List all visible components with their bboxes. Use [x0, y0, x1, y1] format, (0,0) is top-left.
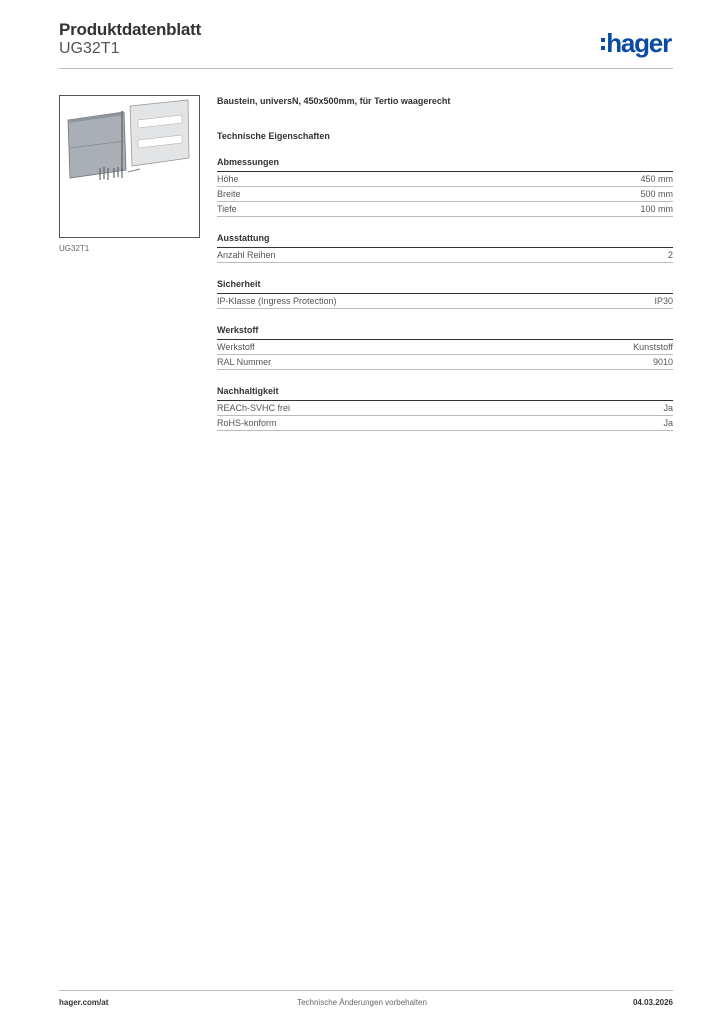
- spec-label: RoHS-konform: [217, 418, 277, 428]
- spec-label: Anzahl Reihen: [217, 250, 276, 260]
- logo-text: hager: [606, 28, 671, 58]
- spec-label: Tiefe: [217, 204, 237, 214]
- spec-label: Höhe: [217, 174, 239, 184]
- section-sicherheit: [217, 279, 673, 309]
- spec-value: Ja: [663, 418, 673, 428]
- page-header: [59, 20, 673, 58]
- spec-label: IP-Klasse (Ingress Protection): [217, 296, 337, 306]
- spec-value: 2: [667, 250, 673, 260]
- header-divider: [59, 68, 673, 69]
- spec-row: [217, 172, 673, 187]
- spec-row: [217, 416, 673, 431]
- section-ausstattung: [217, 233, 673, 263]
- spec-value: 500 mm: [640, 189, 673, 199]
- footer-notice: Technische Änderungen vorbehalten: [297, 998, 427, 1007]
- section-title: Sicherheit: [217, 279, 673, 294]
- spec-label: REACh-SVHC frei: [217, 403, 291, 413]
- spec-row: [217, 401, 673, 416]
- section-title: Abmessungen: [217, 157, 673, 172]
- spec-row: [217, 355, 673, 370]
- product-code: UG32T1: [59, 40, 120, 57]
- section-title: Werkstoff: [217, 325, 673, 340]
- spec-label: Breite: [217, 189, 241, 199]
- image-caption: UG32T1: [59, 244, 90, 253]
- spec-row: [217, 187, 673, 202]
- hager-logo: [601, 28, 671, 59]
- tech-properties-heading: Technische Eigenschaften: [217, 131, 330, 141]
- spec-value: Kunststoff: [633, 342, 673, 352]
- spec-value: 450 mm: [640, 174, 673, 184]
- section-nachhaltigkeit: [217, 386, 673, 431]
- section-title: Ausstattung: [217, 233, 673, 248]
- spec-row: [217, 340, 673, 355]
- product-details: [217, 96, 673, 431]
- product-image: [59, 95, 200, 238]
- section-title: Nachhaltigkeit: [217, 386, 673, 401]
- spec-row: [217, 294, 673, 309]
- logo-dots-icon: [601, 38, 605, 50]
- spec-row: [217, 202, 673, 217]
- spec-label: RAL Nummer: [217, 357, 272, 367]
- product-description: Baustein, universN, 450x500mm, für Tertio waagerecht: [217, 96, 451, 106]
- spec-label: Werkstoff: [217, 342, 255, 352]
- document-title: Produktdatenblatt: [59, 20, 202, 39]
- footer-website-link[interactable]: hager.com/at: [59, 998, 109, 1007]
- section-abmessungen: [217, 157, 673, 217]
- section-werkstoff: [217, 325, 673, 370]
- footer-date: 04.03.2026: [632, 998, 673, 1007]
- spec-value: 9010: [652, 357, 673, 367]
- spec-value: 100 mm: [640, 204, 673, 214]
- product-photo-icon: [60, 96, 199, 237]
- footer-divider: [59, 990, 673, 991]
- spec-row: [217, 248, 673, 263]
- spec-value: Ja: [663, 403, 673, 413]
- spec-value: IP30: [654, 296, 673, 306]
